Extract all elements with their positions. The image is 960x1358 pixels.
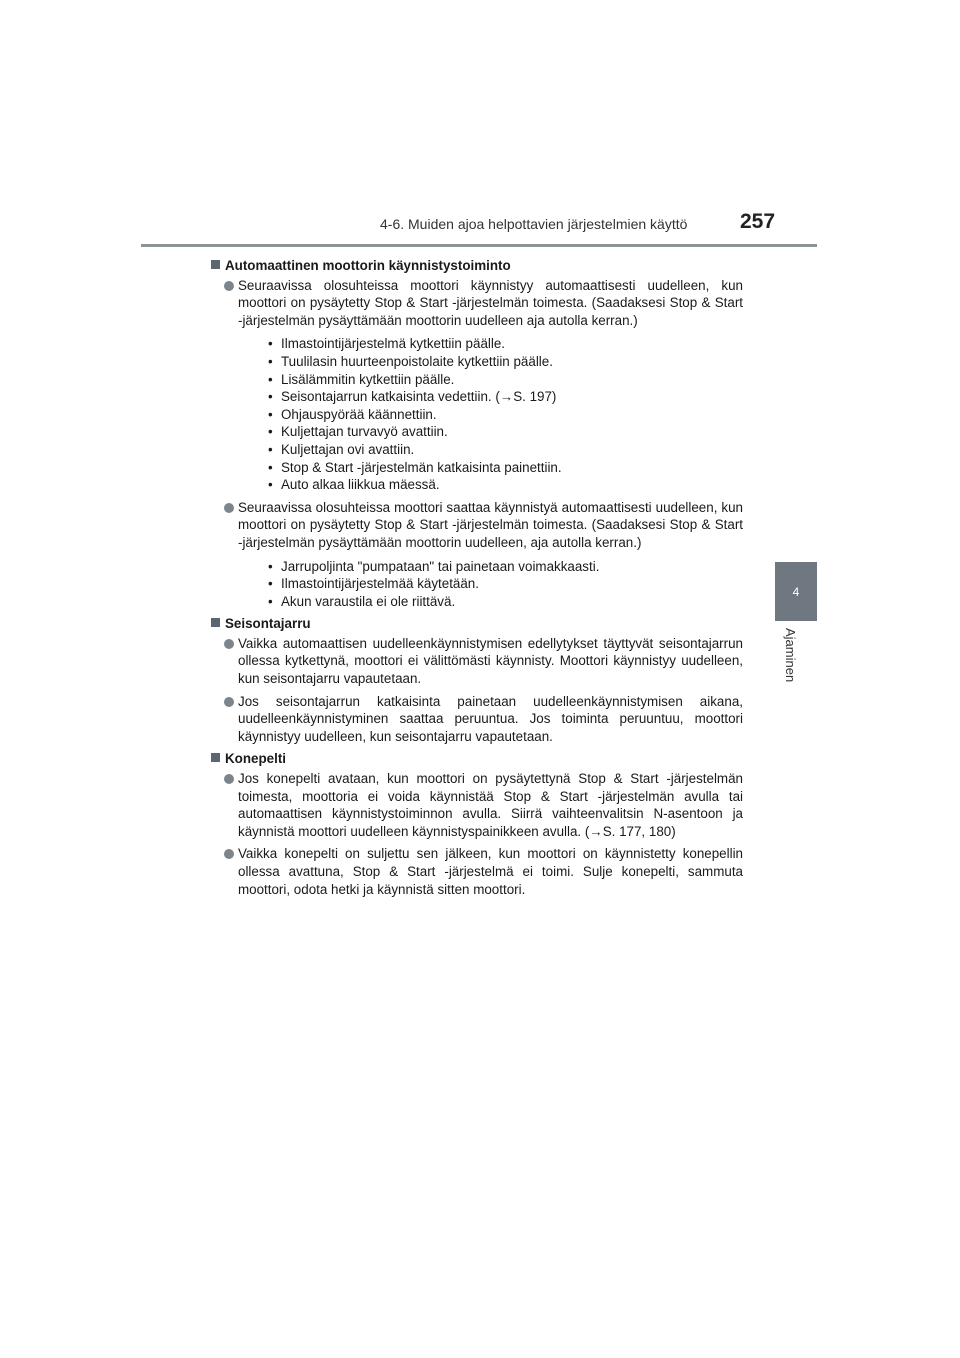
- square-bullet-icon: [211, 618, 220, 627]
- list-item: • Stop & Start -järjestelmän katkaisinta painettiin.: [238, 459, 743, 477]
- paragraph-text: Vaikka konepelti on suljettu sen jälkeen, kun moottori on käynnistetty konepellin ollessa avattuna, Stop & Start -järjestelmä ei toimi. Sulje konepelti, sammuta moottori, odota hetki ja käynnistä sitten moottori.: [238, 846, 743, 897]
- bullet-paragraph: [211, 499, 743, 611]
- list-item: • Ilmastointijärjestelmää käytetään.: [238, 575, 743, 593]
- heading-text: Konepelti: [225, 751, 287, 767]
- round-bullet-icon: [224, 281, 234, 291]
- header-divider: [141, 244, 817, 247]
- bullet-paragraph: [211, 770, 743, 840]
- round-bullet-icon: [224, 697, 234, 707]
- bullet-paragraph: [211, 635, 743, 688]
- bullet-paragraph: [211, 693, 743, 746]
- round-bullet-icon: [224, 774, 234, 784]
- paragraph-text: Seuraavissa olosuhteissa moottori käynnistyy automaattisesti uudelleen, kun moottori on pysäytetty Stop & Start -järjestelmän toimesta. (Saadaksesi Stop & Start -järjestelmän pysäyttämään moottorin uudelleen aja autolla kerran.): [238, 277, 743, 328]
- list-item: • Ilmastointijärjestelmä kytkettiin päälle.: [238, 335, 743, 353]
- list-item: • Tuulilasin huurteenpoistolaite kytkettiin päälle.: [238, 353, 743, 371]
- page-content: [211, 253, 743, 903]
- section-heading: [211, 257, 743, 275]
- list-item: • Seisontajarrun katkaisinta vedettiin. (→S. 197): [238, 388, 743, 406]
- list-item: • Lisälämmitin kytkettiin päälle.: [238, 371, 743, 389]
- paragraph-text: Vaikka automaattisen uudelleenkäynnistymisen edellytykset täyttyvät seisontajarrun ollessa kytkettynä, moottori ei välittömästi käynnisty. Moottori käynnistyy uudelleen, kun seisontajarru vapautetaan.: [238, 635, 743, 687]
- paragraph-text: Jos konepelti avataan, kun moottori on pysäytettynä Stop & Start -järjestelmän toimesta, moottoria ei voida käynnistää Stop & Start -järjestelmän avulla tai automaattisen käynnistystoiminnon avulla. Siirrä vaihteenvalitsin N-asentoon ja käynnistä moottori uudelleen käynnistyspainikkeen avulla. (→S. 177, 180): [238, 771, 743, 839]
- paragraph-text: Jos seisontajarrun katkaisinta painetaan uudelleenkäynnistymisen aikana, uudelleenkäynnistyminen saattaa peruuntua. Jos toiminta peruuntuu, moottori käynnistyy uudelleen, kun seisontajarru vapautetaan.: [238, 693, 743, 744]
- bullet-paragraph: [211, 277, 743, 494]
- square-bullet-icon: [211, 753, 220, 762]
- chapter-tab[interactable]: [775, 562, 817, 621]
- list-item: • Akun varaustila ei ole riittävä.: [238, 593, 743, 611]
- list-item: • Kuljettajan turvavyö avattiin.: [238, 423, 743, 441]
- list-item: • Kuljettajan ovi avattiin.: [238, 441, 743, 459]
- list-item: • Jarrupoljinta "pumpataan" tai painetaan voimakkaasti.: [238, 558, 743, 576]
- round-bullet-icon: [224, 849, 234, 859]
- page-number: 257: [740, 210, 776, 233]
- list-item: • Ohjauspyörää käännettiin.: [238, 406, 743, 424]
- heading-text: Seisontajarru: [225, 616, 311, 632]
- paragraph-text: Seuraavissa olosuhteissa moottori saattaa käynnistyä automaattisesti uudelleen, kun moottori on pysäytetty Stop & Start -järjestelmän toimesta. (Saadaksesi Stop & Start -järjestelmän pysäyttämään moottorin uudelleen, aja autolla kerran.): [238, 499, 743, 550]
- bullet-paragraph: [211, 845, 743, 898]
- section-title: 4-6. Muiden ajoa helpottavien järjestelmien käyttö: [380, 216, 688, 232]
- chapter-number: 4: [792, 584, 800, 599]
- section-heading: [211, 750, 743, 768]
- condition-list: [238, 558, 743, 611]
- round-bullet-icon: [224, 503, 234, 513]
- square-bullet-icon: [211, 260, 220, 269]
- condition-list: [238, 335, 743, 493]
- chapter-label: Ajaminen: [783, 628, 798, 683]
- section-heading: [211, 615, 743, 633]
- heading-text: Automaattinen moottorin käynnistystoiminto: [225, 258, 511, 273]
- round-bullet-icon: [224, 639, 234, 649]
- list-item: • Auto alkaa liikkua mäessä.: [238, 476, 743, 494]
